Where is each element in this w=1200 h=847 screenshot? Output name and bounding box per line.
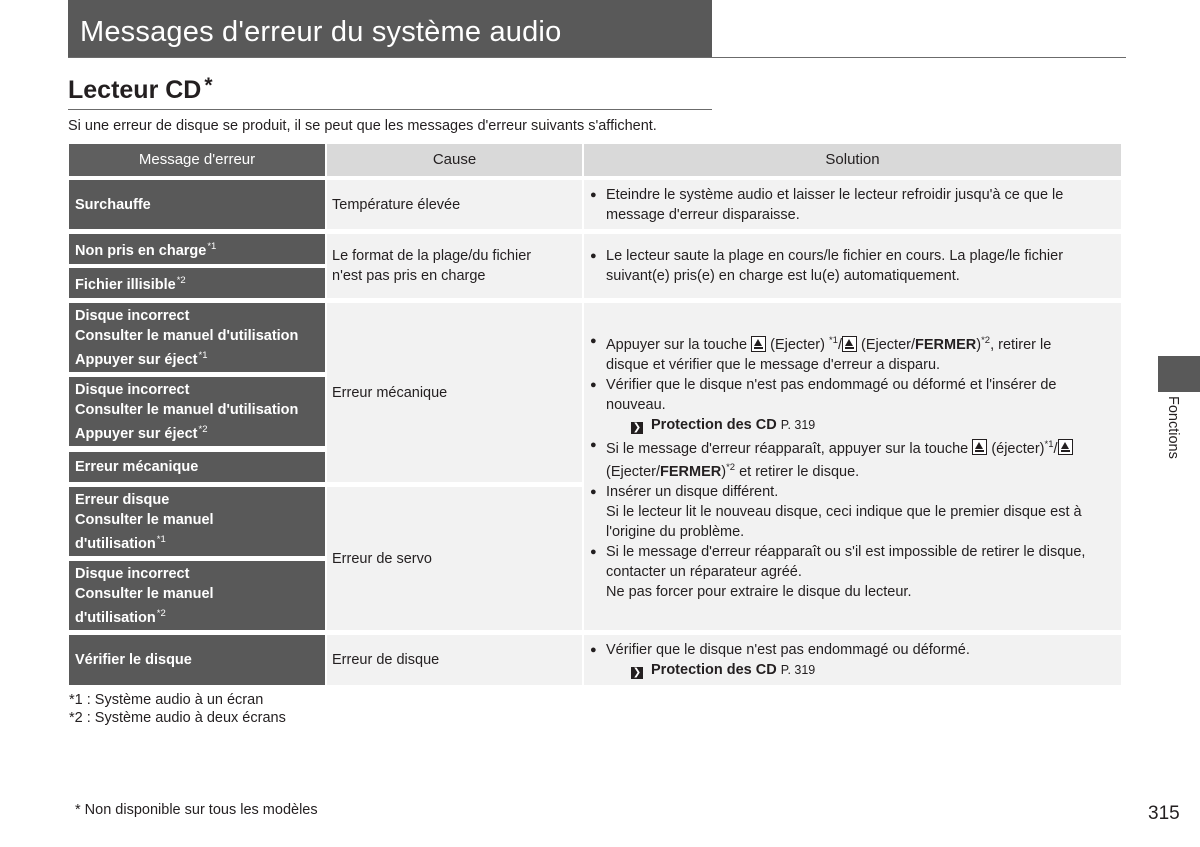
message-text: Erreur disque [75, 491, 170, 508]
message-text: Disque incorrect [75, 565, 190, 582]
message-cell [69, 561, 325, 630]
solution-bullet [606, 185, 1113, 225]
separator: / [1053, 440, 1058, 457]
column-header-cause: Cause [327, 144, 582, 176]
solution-text: (éjecter) [991, 440, 1045, 457]
message-cell [69, 303, 325, 372]
footnote-ref: *2 [156, 607, 166, 619]
solution-text: ) [976, 336, 982, 353]
message-text: d'utilisation [75, 535, 156, 552]
page-number: 315 [1148, 803, 1180, 824]
reference-title: Protection des CD [651, 416, 777, 433]
footnote-ref: *2 [726, 462, 736, 474]
eject-icon [751, 336, 766, 352]
availability-note: * Non disponible sur tous les modèles [75, 802, 318, 818]
message-text: Surchauffe [75, 196, 151, 213]
footnote: *2 : Système audio à deux écrans [69, 710, 286, 726]
message-text: Fichier illisible [75, 276, 176, 293]
solution-text: , retirer le [990, 336, 1052, 353]
chapter-title: Messages d'erreur du système audio [80, 16, 562, 48]
solution-text: (Ejecter/ [861, 336, 915, 353]
solution-text: (Ejecter/ [606, 464, 660, 481]
solution-text: nouveau. [606, 396, 666, 413]
solution-bullet [606, 640, 1113, 680]
solution-text: contacter un réparateur agréé. [606, 564, 802, 581]
reference-page: P. 319 [780, 663, 816, 677]
solution-text: message d'erreur disparaisse. [606, 206, 800, 223]
solution-cell [584, 234, 1121, 298]
cause-text: Erreur mécanique [332, 384, 448, 401]
arrow-right-icon: ❯ [632, 667, 642, 678]
side-tab[interactable] [1158, 356, 1200, 392]
message-cell [69, 635, 325, 685]
eject-icon [972, 439, 987, 455]
footnote-ref: *1 [198, 349, 208, 361]
solution-text: Si le lecteur lit le nouveau disque, ceci indique que le premier disque est à [606, 504, 1082, 521]
message-text: Consulter le manuel d'utilisation [75, 401, 299, 418]
solution-bullet [606, 542, 1113, 602]
solution-text: ● Si le message d'erreur réapparaît ou s'il est impossible de retirer le disque, [606, 544, 1086, 561]
section-title-text: Lecteur CD [68, 76, 202, 104]
message-text: Non pris en charge [75, 242, 207, 259]
message-text: Consulter le manuel [75, 585, 214, 602]
solution-text: ● Eteindre le système audio et laisser le lecteur refroidir jusqu'à ce que le [606, 186, 1064, 203]
solution-bullet [606, 375, 1113, 435]
solution-text: Appuyer sur la touche [606, 336, 748, 353]
cause-cell [327, 180, 582, 229]
message-cell [69, 377, 325, 446]
cross-reference[interactable] [606, 660, 1113, 680]
footnote-ref: *1 [207, 241, 217, 253]
chapter-header [68, 0, 712, 57]
message-cell [69, 268, 325, 298]
cause-cell [327, 487, 582, 630]
message-cell [69, 180, 325, 229]
side-tab-label: Fonctions [1165, 396, 1181, 459]
solution-text: ● Vérifier que le disque n'est pas endommagé ou déformé et l'insérer de [606, 376, 1057, 393]
solution-text: l'origine du problème. [606, 524, 745, 541]
message-text: Appuyer sur éject [75, 425, 198, 442]
message-text: Consulter le manuel [75, 511, 214, 528]
message-text: Appuyer sur éject [75, 351, 198, 368]
solution-cell [584, 635, 1121, 685]
message-cell [69, 234, 325, 264]
solution-cell [584, 180, 1121, 229]
cross-reference[interactable] [606, 415, 1113, 435]
solution-text: disque et vérifier que le message d'erreur a disparu. [606, 356, 941, 373]
message-cell [69, 487, 325, 556]
footnote-ref: *2 [198, 423, 208, 435]
message-text: Vérifier le disque [75, 652, 192, 668]
reference-title: Protection des CD [651, 662, 777, 678]
arrow-right-icon: ❯ [632, 421, 642, 433]
cause-cell [327, 635, 582, 685]
solution-bullet [606, 482, 1113, 542]
footnote-ref: *2 [176, 275, 186, 287]
cause-text: Erreur de disque [332, 652, 440, 668]
section-rule [68, 109, 712, 110]
cause-text: Le format de la plage/du fichier n'est pas pris en charge [332, 248, 532, 284]
eject-icon [1058, 439, 1073, 455]
section-title [68, 74, 213, 105]
message-text: Disque incorrect [75, 307, 190, 324]
solution-bold-text: FERMER [915, 336, 977, 353]
cause-cell [327, 234, 582, 298]
solution-text: ) [721, 464, 727, 481]
reference-page: P. 319 [780, 417, 816, 432]
solution-bullet [606, 331, 1113, 375]
message-text: Disque incorrect [75, 381, 190, 398]
intro-text: Si une erreur de disque se produit, il se peut que les messages d'erreur suivants s'affichent. [68, 118, 657, 134]
footnote-ref: *1 [1044, 438, 1054, 450]
footnote-ref: *1 [828, 334, 838, 346]
footnote-ref: *2 [981, 334, 991, 346]
separator: / [837, 336, 842, 353]
message-cell [69, 452, 325, 482]
solution-text: (Ejecter) [770, 336, 825, 353]
header-rule [68, 57, 1126, 58]
message-text: d'utilisation [75, 609, 156, 626]
message-text: Consulter le manuel d'utilisation [75, 327, 299, 344]
solution-text: ● Le lecteur saute la plage en cours/le fichier en cours. La plage/le fichier [606, 248, 1064, 264]
column-header-solution: Solution [584, 144, 1121, 176]
cause-text: Température élevée [332, 196, 461, 213]
solution-bullet [606, 435, 1113, 483]
eject-icon [842, 336, 857, 352]
solution-text: suivant(e) pris(e) en charge est lu(e) automatiquement. [606, 268, 960, 284]
cause-cell [327, 303, 582, 482]
solution-cell [584, 303, 1121, 630]
solution-text: et retirer le disque. [739, 464, 860, 481]
column-header-message: Message d'erreur [69, 144, 325, 176]
solution-bullet [606, 246, 1113, 286]
solution-text: ● Vérifier que le disque n'est pas endommagé ou déformé. [606, 642, 970, 658]
solution-text: Ne pas forcer pour extraire le disque du lecteur. [606, 584, 912, 601]
footnote: *1 : Système audio à un écran [69, 692, 264, 708]
solution-text: Si le message d'erreur réapparaît, appuyer sur la touche [606, 440, 969, 457]
solution-text: ● Insérer un disque différent. [606, 484, 779, 501]
solution-bold-text: FERMER [660, 464, 722, 481]
footnote-ref: *1 [156, 533, 166, 545]
availability-mark: * [204, 74, 213, 97]
cause-text: Erreur de servo [332, 550, 432, 567]
message-text: Erreur mécanique [75, 459, 199, 475]
